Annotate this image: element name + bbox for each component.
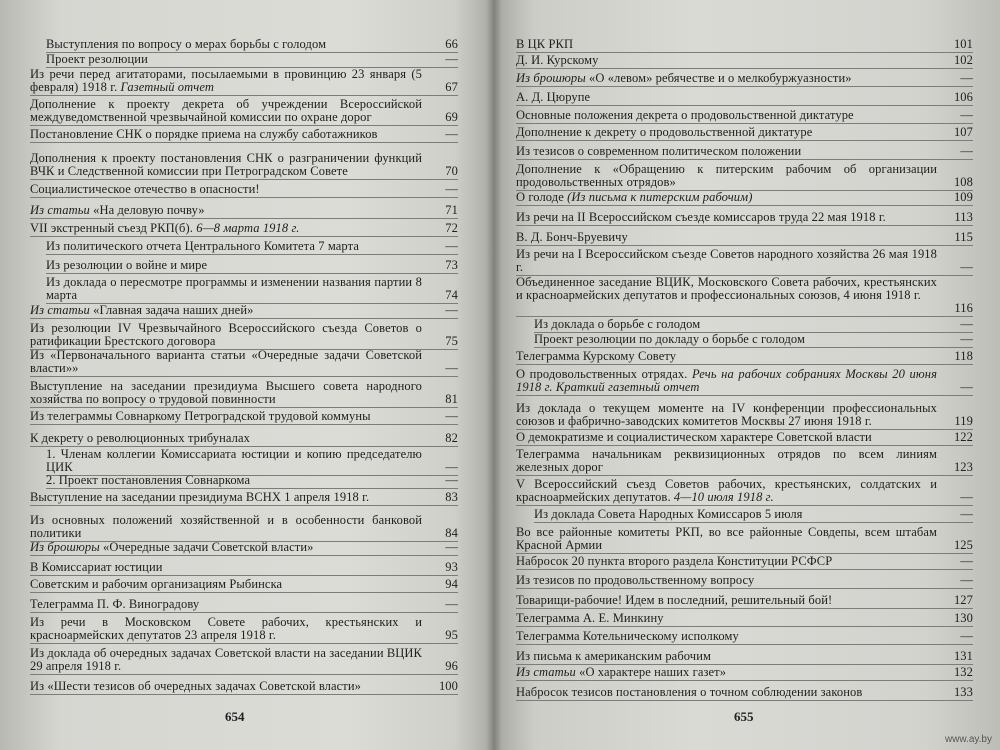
- entry-rule: [516, 68, 973, 69]
- toc-entry-title: Из резолюции о войне и мире: [46, 258, 208, 272]
- toc-page-number: 116: [954, 301, 973, 315]
- toc-entry: [30, 561, 458, 574]
- entry-rule: [516, 140, 973, 141]
- toc-entry: [516, 630, 973, 643]
- toc-page-number: 69: [445, 110, 458, 124]
- toc-page-number: 102: [953, 53, 973, 67]
- toc-entry: [534, 333, 973, 346]
- toc-page-number: 72: [445, 221, 458, 235]
- toc-entry: [516, 126, 973, 139]
- toc-entry: [516, 276, 973, 315]
- toc-entry-title: Из резолюции IV Чрезвычайного Всероссийского съезда Советов о ратификации Брестского договора: [30, 321, 422, 348]
- entry-rule: [30, 318, 458, 319]
- toc-entry: [30, 491, 458, 504]
- entry-rule: [30, 179, 458, 180]
- toc-page-number: 113: [954, 210, 973, 224]
- toc-page-number: 118: [954, 349, 973, 363]
- entry-rule: [30, 407, 458, 408]
- book-gutter: [486, 0, 502, 750]
- toc-page-number: 96: [445, 659, 458, 673]
- toc-page-number: —: [960, 144, 973, 158]
- toc-page-number: 94: [445, 577, 458, 591]
- toc-page-number: —: [960, 260, 973, 274]
- left-page: [0, 0, 494, 750]
- toc-page-number: 123: [953, 460, 973, 474]
- toc-page-number: 125: [953, 538, 973, 552]
- entry-rule: [30, 592, 458, 593]
- toc-entry-title: Дополнение к декрету о продовольственной диктатуре: [516, 125, 813, 139]
- toc-page-number: —: [445, 540, 458, 554]
- entry-rule: [30, 694, 458, 695]
- toc-entry-title: Из «Шести тезисов об очередных задачах Советской власти»: [30, 679, 362, 693]
- toc-entry: [516, 402, 973, 428]
- entry-rule: [30, 643, 458, 644]
- toc-page-number: 107: [953, 125, 973, 139]
- toc-entry: [516, 686, 973, 699]
- entry-rule: [516, 245, 973, 246]
- toc-page-number: 115: [954, 230, 973, 244]
- toc-entry: [46, 276, 458, 302]
- toc-entry-title: Проект резолюции: [46, 52, 148, 66]
- entry-rule: [46, 254, 458, 255]
- toc-entry-title: Телеграмма Курскому Совету: [516, 349, 677, 363]
- entry-rule: [30, 236, 458, 237]
- toc-entry: [30, 183, 458, 196]
- toc-page-number: —: [960, 629, 973, 643]
- toc-page-number: 127: [953, 593, 973, 607]
- toc-entry: [30, 304, 458, 317]
- toc-page-number: 106: [953, 90, 973, 104]
- entry-rule: [30, 505, 458, 506]
- toc-page-number: 75: [445, 334, 458, 348]
- toc-entry-title: Из письма к американским рабочим: [516, 649, 711, 663]
- entry-rule: [30, 555, 458, 556]
- toc-entry: [30, 578, 458, 591]
- toc-entry-title: Из политического отчета Центрального Комитета 7 марта: [46, 239, 359, 253]
- entry-rule: [516, 588, 973, 589]
- toc-page-number: 74: [445, 288, 458, 302]
- toc-entry: [30, 616, 458, 642]
- toc-page-number: 70: [445, 164, 458, 178]
- toc-page-number: 71: [445, 203, 458, 217]
- toc-entry-title: О демократизме и социалистическом характере Советской власти: [516, 430, 872, 444]
- toc-entry-title: Выступление на заседании президиума Высшего совета народного хозяйства по вопросу о трудовой повинности: [30, 379, 422, 406]
- toc-entry: [516, 478, 973, 504]
- toc-entry-title: А. Д. Цюрупе: [516, 90, 591, 104]
- toc-entry-title: Из основных положений хозяйственной и в особенности банковой политики: [30, 513, 422, 540]
- toc-entry: [516, 231, 973, 244]
- toc-page-number: —: [960, 71, 973, 85]
- entry-rule: [516, 700, 973, 701]
- toc-entry: [46, 38, 458, 51]
- toc-entry: [516, 574, 973, 587]
- entry-rule: [516, 395, 973, 396]
- toc-entry-title: 1. Членам коллегии Комиссариата юстиции и копию председателю ЦИК: [46, 447, 422, 474]
- toc-page-number: 101: [953, 37, 973, 51]
- toc-entry: [534, 508, 973, 521]
- entry-rule: [516, 475, 973, 476]
- toc-entry-title: Д. И. Курскому: [516, 53, 599, 67]
- toc-page-number: —: [445, 182, 458, 196]
- toc-page-number: —: [960, 380, 973, 394]
- toc-entry-title: Из доклада о текущем моменте на IV конференции профессиональных союзов и фабрично-заводских комитетов Москвы 27 июня 1918 г.: [516, 401, 937, 428]
- toc-entry-title: Советским и рабочим организациям Рыбинска: [30, 577, 283, 591]
- toc-page-number: 132: [953, 665, 973, 679]
- toc-page-number: 100: [438, 679, 458, 693]
- toc-entry-title: Из речи на II Всероссийском съезде комиссаров труда 22 мая 1918 г.: [516, 210, 886, 224]
- entry-rule: [516, 364, 973, 365]
- toc-page-number: —: [960, 554, 973, 568]
- entry-rule: [516, 105, 973, 106]
- toc-entry: [516, 248, 973, 274]
- toc-entry: [516, 38, 973, 51]
- entry-rule: [534, 347, 973, 348]
- toc-entry: [534, 318, 973, 331]
- toc-page-number: 133: [953, 685, 973, 699]
- toc-entry-title: Из статьи «Главная задача наших дней»: [30, 303, 254, 317]
- toc-entry-title: В ЦК РКП: [516, 37, 574, 51]
- toc-entry: [516, 145, 973, 158]
- toc-page-number: —: [960, 108, 973, 122]
- toc-entry-title: Из статьи «На деловую почву»: [30, 203, 205, 217]
- entry-rule: [30, 612, 458, 613]
- toc-entry-title: Из тезисов по продовольственному вопросу: [516, 573, 755, 587]
- toc-page-number: —: [445, 127, 458, 141]
- entry-rule: [516, 225, 973, 226]
- toc-entry: [30, 204, 458, 217]
- toc-page-number: 67: [445, 80, 458, 94]
- toc-entry: [30, 514, 458, 540]
- entry-rule: [30, 125, 458, 126]
- toc-entry: [516, 163, 973, 189]
- toc-entry: [46, 259, 458, 272]
- toc-page-number: 119: [954, 414, 973, 428]
- toc-entry-title: Постановление СНК о порядке приема на службу саботажников: [30, 127, 378, 141]
- toc-entry: [516, 431, 973, 444]
- toc-entry-title: Объединенное заседание ВЦИК, Московского Совета рабочих, крестьянских и красноармейских депутатов и профессиональных союзов, 4 июня 1918 г.: [516, 275, 937, 302]
- toc-entry-title: Набросок 20 пункта второго раздела Конституции РСФСР: [516, 554, 833, 568]
- toc-entry-title: Телеграмма Котельническому исполкому: [516, 629, 739, 643]
- toc-entry: [516, 54, 973, 67]
- toc-entry: [516, 109, 973, 122]
- toc-entry: [516, 191, 973, 204]
- toc-page-number: —: [445, 460, 458, 474]
- toc-entry: [516, 612, 973, 625]
- toc-entry-title: Из речи на I Всероссийском съезде Советов народного хозяйства 26 мая 1918 г.: [516, 247, 937, 274]
- toc-entry-title: Из доклада о пересмотре программы и изменении названия партии 8 марта: [46, 275, 422, 302]
- toc-entry-title: Телеграмма П. Ф. Виноградову: [30, 597, 200, 611]
- toc-page-number: 73: [445, 258, 458, 272]
- entry-rule: [30, 142, 458, 143]
- toc-entry: [30, 128, 458, 141]
- toc-page-number: 83: [445, 490, 458, 504]
- entry-rule: [516, 445, 973, 446]
- entry-rule: [516, 608, 973, 609]
- entry-rule: [516, 569, 973, 570]
- toc-page-number: 84: [445, 526, 458, 540]
- toc-page-number: 130: [953, 611, 973, 625]
- toc-entry-title: Телеграмма А. Е. Минкину: [516, 611, 664, 625]
- entry-rule: [534, 522, 973, 523]
- watermark: www.ay.by: [944, 734, 992, 745]
- toc-entry-title: Из брошюры «О «левом» ребячестве и о мелкобуржуазности»: [516, 71, 852, 85]
- toc-entry-title: Дополнения к проекту постановления СНК о разграничении функций ВЧК и Следственной комиссии при Петроградском Совете: [30, 151, 422, 178]
- toc-page-number: —: [445, 361, 458, 375]
- toc-entry: [30, 68, 458, 94]
- toc-entry-title: Из телеграммы Совнаркому Петроградской трудовой коммуны: [30, 409, 371, 423]
- toc-page-number: 66: [445, 37, 458, 51]
- toc-entry: [46, 474, 458, 487]
- entry-rule: [516, 505, 973, 506]
- toc-entry: [516, 350, 973, 363]
- toc-entry: [30, 222, 458, 235]
- toc-page-number: 82: [445, 431, 458, 445]
- toc-entry-title: Во все районные комитеты РКП, во все районные Совдепы, всем штабам Красной Армии: [516, 525, 937, 552]
- toc-page-number: 108: [953, 175, 973, 189]
- toc-entry-title: Из «Первоначального варианта статьи «Очередные задачи Советской власти»»: [30, 348, 422, 375]
- entry-rule: [30, 197, 458, 198]
- toc-entry-title: Товарищи-рабочие! Идем в последний, решительный бой!: [516, 593, 833, 607]
- toc-page-number: 93: [445, 560, 458, 574]
- right-toc-list: [494, 0, 1000, 750]
- toc-entry: [516, 72, 973, 85]
- toc-page-number: —: [960, 490, 973, 504]
- entry-rule: [516, 644, 973, 645]
- toc-entry: [30, 349, 458, 375]
- toc-entry-title: Набросок тезисов постановления о точном соблюдении законов: [516, 685, 863, 699]
- toc-page-number: 109: [953, 190, 973, 204]
- toc-page-number: —: [960, 317, 973, 331]
- toc-page-number: —: [960, 573, 973, 587]
- entry-rule: [46, 273, 458, 274]
- toc-entry: [46, 53, 458, 66]
- toc-entry-title: Дополнение к «Обращению к питерским рабочим об организации продовольственных отрядов»: [516, 162, 937, 189]
- toc-entry-title: Проект резолюции по докладу о борьбе с голодом: [534, 332, 806, 346]
- entry-rule: [516, 159, 973, 160]
- toc-entry: [30, 380, 458, 406]
- toc-entry: [516, 666, 973, 679]
- toc-entry: [30, 598, 458, 611]
- entry-rule: [516, 680, 973, 681]
- entry-rule: [30, 424, 458, 425]
- toc-entry-title: V Всероссийский съезд Советов рабочих, крестьянских, солдатских и красноармейских депутатов. 4—10 июля 1918 г.: [516, 477, 937, 504]
- toc-entry: [30, 647, 458, 673]
- toc-page-number: 131: [953, 649, 973, 663]
- toc-page-number: —: [445, 409, 458, 423]
- toc-entry-title: О продовольственных отрядах. Речь на рабочих собраниях Москвы 20 июня 1918 г. Краткий газетный отчет: [516, 367, 938, 394]
- entry-rule: [30, 674, 458, 675]
- entry-rule: [516, 123, 973, 124]
- toc-entry-title: Основные положения декрета о продовольственной диктатуре: [516, 108, 854, 122]
- toc-entry-title: Из речи перед агитаторами, посылаемыми в провинцию 23 января (5 февраля) 1918 г. Газетный отчет: [30, 67, 422, 94]
- toc-page-number: —: [960, 332, 973, 346]
- toc-entry-title: В. Д. Бонч-Бруевичу: [516, 230, 628, 244]
- toc-page-number: —: [445, 239, 458, 253]
- toc-page-number: 81: [445, 392, 458, 406]
- toc-entry-title: Телеграмма начальникам реквизиционных отрядов по всем линиям железных дорог: [516, 447, 937, 474]
- toc-entry: [30, 152, 458, 178]
- toc-entry-title: Дополнение к проекту декрета об учреждении Всероссийской междуведомственной чрезвычайной комиссии по охране дорог: [30, 97, 422, 124]
- toc-entry-title: Из доклада об очередных задачах Советской власти на заседании ВЦИК 29 апреля 1918 г.: [30, 646, 422, 673]
- right-page: [494, 0, 1000, 750]
- toc-entry-title: Из тезисов о современном политическом положении: [516, 144, 802, 158]
- toc-page-number: —: [445, 52, 458, 66]
- entry-rule: [516, 86, 973, 87]
- toc-entry-title: Из доклада о борьбе с голодом: [534, 317, 701, 331]
- toc-page-number: —: [445, 303, 458, 317]
- toc-entry: [46, 240, 458, 253]
- toc-entry: [516, 650, 973, 663]
- toc-entry: [516, 91, 973, 104]
- toc-entry-title: VII экстренный съезд РКП(б). 6—8 марта 1918 г.: [30, 221, 300, 235]
- entry-rule: [516, 205, 973, 206]
- entry-rule: [516, 626, 973, 627]
- toc-entry: [30, 410, 458, 423]
- toc-entry-title: О голоде (Из письма к питерским рабочим): [516, 190, 753, 204]
- right-page-number: 655: [734, 709, 754, 724]
- left-toc-list: [0, 0, 494, 750]
- entry-rule: [30, 218, 458, 219]
- toc-entry: [516, 555, 973, 568]
- toc-page-number: 95: [445, 628, 458, 642]
- toc-entry-title: 2. Проект постановления Совнаркома: [46, 473, 251, 487]
- toc-entry: [46, 448, 458, 474]
- toc-entry-title: Из брошюры «Очередные задачи Советской власти»: [30, 540, 314, 554]
- toc-entry: [516, 211, 973, 224]
- toc-entry-title: Выступление на заседании президиума ВСНХ 1 апреля 1918 г.: [30, 490, 370, 504]
- toc-entry: [516, 594, 973, 607]
- toc-entry: [30, 680, 458, 693]
- toc-entry: [30, 432, 458, 445]
- toc-entry-title: Выступления по вопросу о мерах борьбы с голодом: [46, 37, 327, 51]
- toc-entry-title: В Комиссариат юстиции: [30, 560, 163, 574]
- left-page-number: 654: [225, 709, 245, 724]
- entry-rule: [30, 95, 458, 96]
- toc-entry: [516, 448, 973, 474]
- toc-page-number: 122: [953, 430, 973, 444]
- toc-entry-title: Из доклада Совета Народных Комиссаров 5 июля: [534, 507, 803, 521]
- toc-entry: [30, 541, 458, 554]
- toc-entry-title: Из речи в Московском Совете рабочих, крестьянских и красноармейских депутатов 23 апреля 1918 г.: [30, 615, 422, 642]
- entry-rule: [30, 376, 458, 377]
- toc-entry: [30, 98, 458, 124]
- toc-entry-title: Социалистическое отечество в опасности!: [30, 182, 260, 196]
- toc-entry: [516, 368, 973, 394]
- toc-page-number: —: [445, 597, 458, 611]
- toc-entry: [516, 526, 973, 552]
- entry-rule: [46, 488, 458, 489]
- toc-entry-title: Из статьи «О характере наших газет»: [516, 665, 727, 679]
- toc-entry-title: К декрету о революционных трибуналах: [30, 431, 251, 445]
- toc-entry: [30, 322, 458, 348]
- toc-page-number: —: [960, 507, 973, 521]
- toc-page-number: —: [445, 473, 458, 487]
- entry-rule: [30, 575, 458, 576]
